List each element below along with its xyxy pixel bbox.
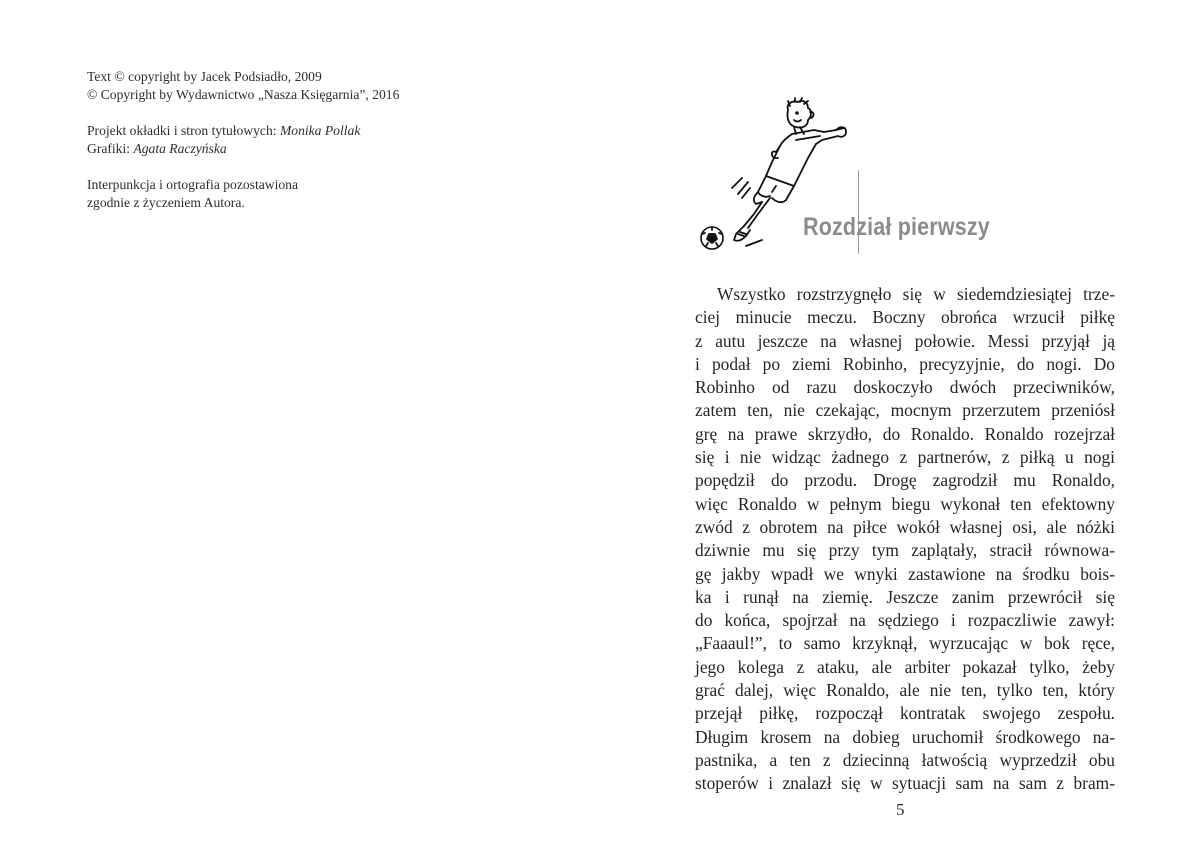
punctuation-note-line-1: Interpunkcja i ortografia pozostawiona bbox=[87, 177, 299, 192]
graphics-credit bbox=[87, 140, 507, 158]
graphics-artist-name: Agata Raczyńska bbox=[133, 141, 227, 156]
text-line: „Faaaul!”, to samo krzyknął, wyrzucając w bok ręce, bbox=[695, 633, 1115, 654]
player-legs bbox=[734, 192, 770, 241]
chapter-body-text bbox=[695, 283, 1115, 796]
text-line: dziwnie mu się przy tym zaplątały, stracił równowa- bbox=[695, 540, 1115, 561]
publisher-copyright-line: © Copyright by Wydawnictwo „Nasza Księgarnia”, 2016 bbox=[87, 87, 400, 102]
soccer-ball-icon bbox=[701, 227, 723, 249]
text-line: grę na prawe skrzydło, do Ronaldo. Ronaldo rozejrzał bbox=[695, 423, 1115, 444]
text-line: zatem ten, nie czekając, mocnym przerzutem przeniósł bbox=[695, 400, 1115, 421]
text-line: grać dalej, więc Ronaldo, ale nie ten, tylko ten, który bbox=[695, 680, 1115, 701]
text-line: do końca, spojrzał na sędziego i rozpaczliwie zawył: bbox=[695, 610, 1115, 631]
copyright-block bbox=[87, 68, 507, 104]
text-line: stoperów i znalazł się w sytuacji sam na sam z bram- bbox=[695, 773, 1115, 794]
text-line: przejął piłkę, rozpoczął kontratak swojego zespołu. bbox=[695, 703, 1115, 724]
text-line: gę jakby wpadł we wnyki zastawione na środku bois- bbox=[695, 563, 1115, 584]
text-line: jego kolega z ataku, ale arbiter pokazał tylko, żeby bbox=[695, 656, 1115, 677]
punctuation-note-line-2: zgodnie z życzeniem Autora. bbox=[87, 195, 245, 210]
chapter-title: Rozdział pierwszy bbox=[803, 213, 990, 241]
player-head bbox=[787, 98, 813, 128]
text-line: Długim krosem na dobieg uruchomił środkowego na- bbox=[695, 726, 1115, 747]
punctuation-note-block bbox=[87, 176, 507, 212]
text-copyright-line: Text © copyright by Jacek Podsiadło, 2009 bbox=[87, 69, 322, 84]
text-line: więc Ronaldo w pełnym biegu wykonał ten efektowny bbox=[695, 493, 1115, 514]
text-line: Wszystko rozstrzygnęło się w siedemdziesiątej trze- bbox=[717, 284, 1115, 304]
cover-design-credit bbox=[87, 122, 507, 140]
player-shirt bbox=[766, 127, 846, 186]
text-line: Robinho od razu doskoczyło dwóch przeciwników, bbox=[695, 377, 1115, 398]
text-line: ciej minucie meczu. Boczny obrońca wrzucił piłkę bbox=[695, 307, 1115, 328]
text-line: popędził do przodu. Drogę zagrodził mu Ronaldo, bbox=[695, 470, 1115, 491]
cover-designer-name: Monika Pollak bbox=[279, 123, 361, 138]
text-line: z autu jeszcze na własnej połowie. Messi przyjął ją bbox=[695, 330, 1115, 351]
cover-design-label: Projekt okładki i stron tytułowych: bbox=[87, 123, 280, 138]
graphics-label: Grafiki: bbox=[87, 141, 134, 156]
text-line: zwód z obrotem na piłce wokół własnej osi, ale nóżki bbox=[695, 516, 1115, 537]
imprint bbox=[87, 68, 507, 230]
right-page bbox=[600, 0, 1200, 866]
page-number: 5 bbox=[896, 800, 905, 819]
credits-block bbox=[87, 122, 507, 158]
text-line: ka i runął na ziemię. Jeszcze zanim przewrócił się bbox=[695, 586, 1115, 607]
text-line: i podał po ziemi Robinho, precyzyjnie, do nogi. Do bbox=[695, 353, 1115, 374]
text-line: się i nie widząc żadnego z partnerów, z piłką u nogi bbox=[695, 447, 1115, 468]
text-line: pastnika, a ten z dziecinną łatwością wyprzedził obu bbox=[695, 749, 1115, 770]
